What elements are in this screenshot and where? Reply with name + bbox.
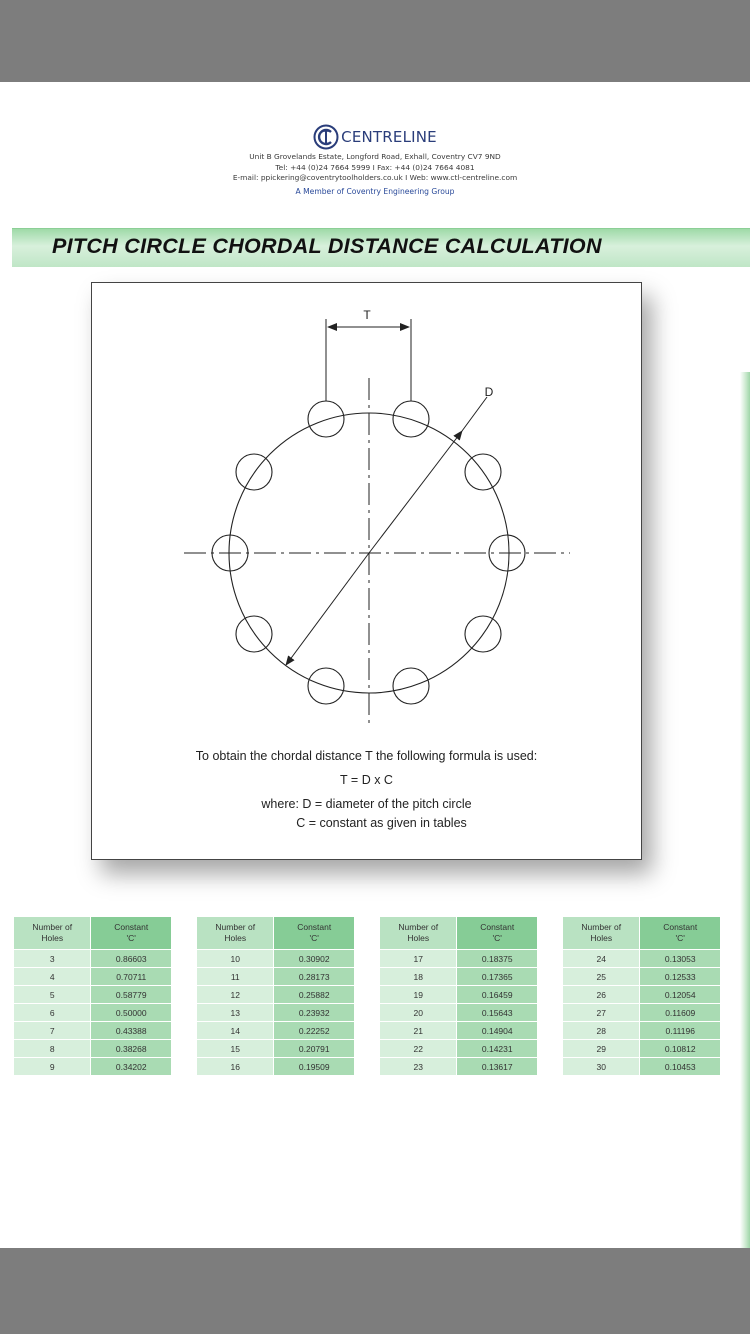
holes-cell: 30 [563, 1058, 640, 1076]
table-row [14, 1004, 172, 1022]
holes-cell: 23 [380, 1058, 457, 1076]
holes-cell: 9 [14, 1058, 91, 1076]
holes-cell: 6 [14, 1004, 91, 1022]
hole-3 [236, 454, 272, 490]
constant-cell: 0.38268 [91, 1040, 172, 1058]
table-row [563, 1040, 721, 1058]
address-line: Unit B Grovelands Estate, Longford Road, Exhall, Coventry CV7 9ND [249, 152, 501, 161]
constant-cell: 0.13617 [457, 1058, 538, 1076]
holes-cell: 25 [563, 968, 640, 986]
constants-table-3 [379, 916, 538, 1076]
pitch-circle-diagram [91, 282, 642, 860]
constants-table-2 [196, 916, 355, 1076]
constant-cell: 0.25882 [274, 986, 355, 1004]
constant-cell: 0.12533 [640, 968, 721, 986]
table-row [14, 1040, 172, 1058]
holes-cell: 27 [563, 1004, 640, 1022]
constant-cell: 0.14904 [457, 1022, 538, 1040]
table-row [563, 1022, 721, 1040]
table-row [563, 950, 721, 968]
constant-cell: 0.11196 [640, 1022, 721, 1040]
constants-table-4 [562, 916, 721, 1076]
company-header [0, 122, 750, 198]
constant-cell: 0.11609 [640, 1004, 721, 1022]
holes-cell: 17 [380, 950, 457, 968]
constant-cell: 0.58779 [91, 986, 172, 1004]
table-row [380, 986, 538, 1004]
constant-cell: 0.16459 [457, 986, 538, 1004]
table-row [197, 1022, 355, 1040]
table-row [563, 1004, 721, 1022]
centreline-logo-icon [313, 124, 339, 150]
constants-table-1 [13, 916, 172, 1076]
holes-cell: 26 [563, 986, 640, 1004]
constant-cell: 0.14231 [457, 1040, 538, 1058]
page-edge-decoration [740, 372, 750, 1248]
table-row [197, 986, 355, 1004]
table-row [14, 1058, 172, 1076]
constant-cell: 0.10812 [640, 1040, 721, 1058]
table-row [14, 950, 172, 968]
header-holes: Number of Holes [197, 917, 274, 950]
table-row [14, 968, 172, 986]
table-header-row [380, 917, 538, 950]
formula: T = D x C [340, 773, 393, 787]
holes-cell: 29 [563, 1040, 640, 1058]
hole-7 [236, 616, 272, 652]
formula-where-c: C = constant as given in tables [296, 816, 467, 830]
holes-cell: 4 [14, 968, 91, 986]
table-row [14, 1022, 172, 1040]
holes-cell: 3 [14, 950, 91, 968]
title-band [12, 228, 750, 267]
constant-cell: 0.12054 [640, 986, 721, 1004]
hole-1 [308, 401, 344, 437]
table-row [380, 1058, 538, 1076]
centre-lines [184, 378, 570, 723]
header-constant: Constant 'C' [91, 917, 172, 950]
label-t: T [363, 308, 371, 322]
constant-cell: 0.13053 [640, 950, 721, 968]
holes-cell: 5 [14, 986, 91, 1004]
header-constant: Constant 'C' [274, 917, 355, 950]
table-row [563, 968, 721, 986]
holes-cell: 24 [563, 950, 640, 968]
constant-cell: 0.43388 [91, 1022, 172, 1040]
constant-cell: 0.50000 [91, 1004, 172, 1022]
label-d: D [484, 385, 494, 399]
formula-where-d: where: D = diameter of the pitch circle [261, 797, 472, 811]
table-row [197, 1004, 355, 1022]
dimension-d [286, 397, 487, 665]
header-holes: Number of Holes [14, 917, 91, 950]
constant-cell: 0.10453 [640, 1058, 721, 1076]
phone-line: Tel: +44 (0)24 7664 5999 I Fax: +44 (0)24 7664 4081 [275, 162, 475, 172]
table-row [380, 968, 538, 986]
constant-cell: 0.17365 [457, 968, 538, 986]
table-row [197, 1040, 355, 1058]
table-row [380, 1040, 538, 1058]
holes-cell: 12 [197, 986, 274, 1004]
document-page [0, 82, 750, 1248]
holes-cell: 11 [197, 968, 274, 986]
table-row [197, 1058, 355, 1076]
holes-cell: 10 [197, 950, 274, 968]
header-constant: Constant 'C' [457, 917, 538, 950]
holes-cell: 22 [380, 1040, 457, 1058]
constant-cell: 0.22252 [274, 1022, 355, 1040]
constant-cell: 0.19509 [274, 1058, 355, 1076]
table-header-row [197, 917, 355, 950]
company-logo [0, 122, 750, 152]
holes-cell: 20 [380, 1004, 457, 1022]
holes-cell: 15 [197, 1040, 274, 1058]
table-header-row [14, 917, 172, 950]
constant-cell: 0.15643 [457, 1004, 538, 1022]
holes-cell: 21 [380, 1022, 457, 1040]
holes-cell: 14 [197, 1022, 274, 1040]
holes-cell: 19 [380, 986, 457, 1004]
holes-cell: 13 [197, 1004, 274, 1022]
table-row [563, 986, 721, 1004]
member-line: A Member of Coventry Engineering Group [295, 186, 455, 196]
logo-text: CENTRELINE [341, 128, 437, 146]
constant-cell: 0.28173 [274, 968, 355, 986]
page-title: PITCH CIRCLE CHORDAL DISTANCE CALCULATION [52, 234, 602, 258]
email-line: E-mail: ppickering@coventrytoolholders.co.uk I Web: www.ctl-centreline.com [232, 173, 518, 182]
formula-intro: To obtain the chordal distance T the following formula is used: [195, 749, 538, 763]
constant-cell: 0.34202 [91, 1058, 172, 1076]
header-holes: Number of Holes [563, 917, 640, 950]
constant-cell: 0.70711 [91, 968, 172, 986]
holes-cell: 7 [14, 1022, 91, 1040]
table-row [380, 950, 538, 968]
header-holes: Number of Holes [380, 917, 457, 950]
table-row [563, 1058, 721, 1076]
constant-cell: 0.23932 [274, 1004, 355, 1022]
table-row [380, 1022, 538, 1040]
table-header-row [563, 917, 721, 950]
constant-cell: 0.18375 [457, 950, 538, 968]
table-row [197, 950, 355, 968]
table-row [14, 986, 172, 1004]
holes-cell: 16 [197, 1058, 274, 1076]
holes-cell: 18 [380, 968, 457, 986]
header-constant: Constant 'C' [640, 917, 721, 950]
table-row [380, 1004, 538, 1022]
constant-cell: 0.20791 [274, 1040, 355, 1058]
constant-cell: 0.86603 [91, 950, 172, 968]
constant-cell: 0.30902 [274, 950, 355, 968]
holes-cell: 28 [563, 1022, 640, 1040]
holes-cell: 8 [14, 1040, 91, 1058]
table-row [197, 968, 355, 986]
